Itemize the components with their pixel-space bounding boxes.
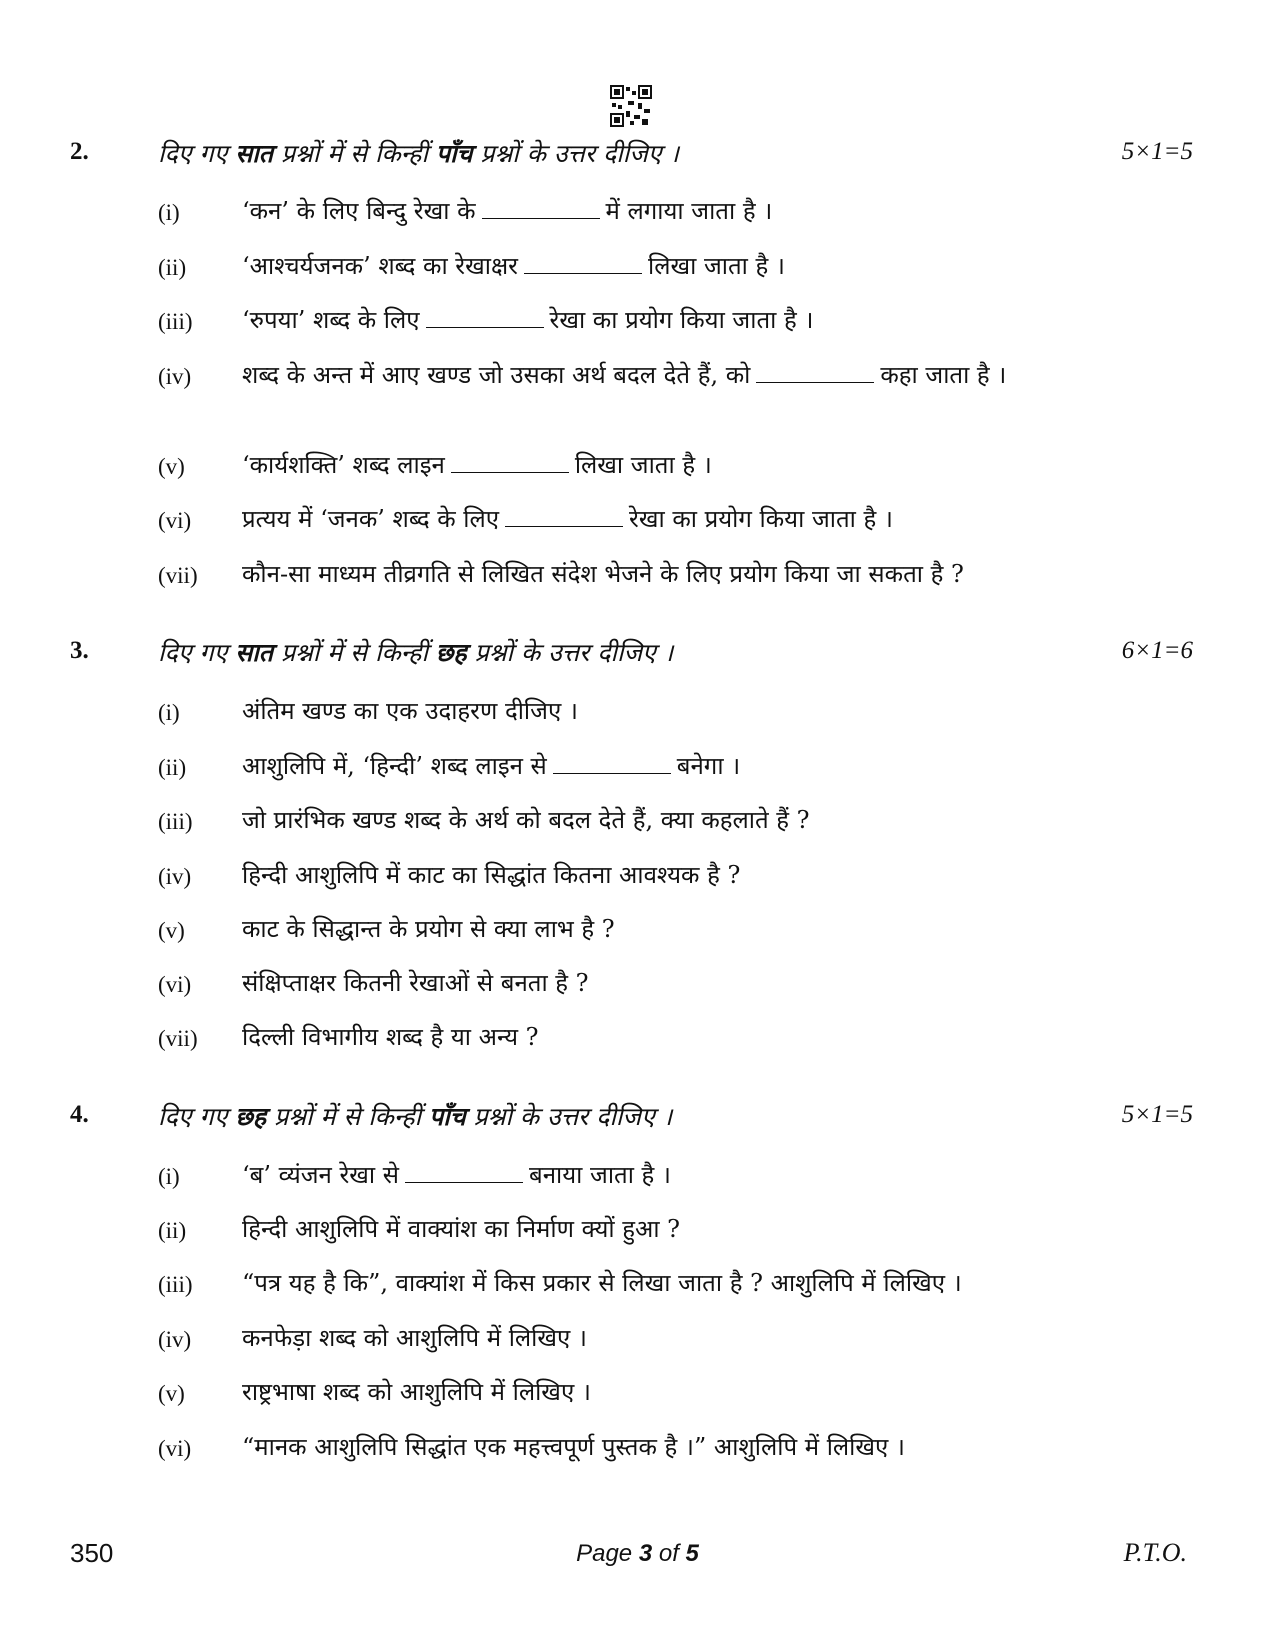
item-text: संक्षिप्ताक्षर कितनी रेखाओं से बनता है ? — [242, 969, 589, 997]
qr-code-icon — [610, 85, 652, 127]
item-label: (v) — [158, 918, 185, 943]
question-number: 2. — [70, 138, 89, 165]
item-text: ‘रुपया’ शब्द के लिए रेखा का प्रयोग किया जाता है । — [242, 306, 814, 334]
item-label: (vi) — [158, 972, 192, 997]
answer-blank — [505, 525, 623, 527]
question-marks: 5×1=5 — [1121, 1101, 1193, 1128]
item-label: (i) — [158, 200, 180, 225]
answer-blank — [405, 1181, 523, 1183]
answer-blank — [553, 772, 671, 774]
item-text: आशुलिपि में, ‘हिन्दी’ शब्द लाइन से बनेगा । — [242, 752, 741, 780]
item-label: (iv) — [158, 864, 192, 889]
item-label: (vi) — [158, 508, 192, 533]
question-instruction: दिए गए सात प्रश्नों में से किन्हीं छह प्रश्नों के उत्तर दीजिए । — [158, 638, 674, 667]
pto-label: P.T.O. — [1123, 1538, 1187, 1567]
question-instruction: दिए गए छह प्रश्नों में से किन्हीं पाँच प्रश्नों के उत्तर दीजिए । — [158, 1102, 673, 1131]
item-text: राष्ट्रभाषा शब्द को आशुलिपि में लिखिए । — [242, 1378, 591, 1406]
item-text: जो प्रारंभिक खण्ड शब्द के अर्थ को बदल देते हैं, क्या कहलाते हैं ? — [242, 806, 810, 834]
item-label: (ii) — [158, 755, 187, 780]
answer-blank — [451, 471, 569, 473]
item-label: (v) — [158, 454, 185, 479]
question-number: 4. — [70, 1101, 89, 1128]
item-label: (iii) — [158, 1272, 193, 1297]
item-label: (iii) — [158, 809, 193, 834]
question-marks: 5×1=5 — [1121, 138, 1193, 165]
question-marks: 6×1=6 — [1121, 637, 1193, 664]
item-text: प्रत्यय में ‘जनक’ शब्द के लिए रेखा का प्रयोग किया जाता है । — [242, 505, 893, 533]
item-label: (iii) — [158, 309, 193, 334]
item-text: ‘कन’ के लिए बिन्दु रेखा के में लगाया जाता है । — [242, 197, 773, 225]
item-text: अंतिम खण्ड का एक उदाहरण दीजिए । — [242, 697, 578, 725]
item-text: शब्द के अन्त में आए खण्ड जो उसका अर्थ बदल देते हैं, को कहा जाता है । — [242, 361, 1007, 389]
answer-blank — [482, 217, 600, 219]
answer-blank — [524, 272, 642, 274]
page-number: Page 3 of 5 — [576, 1540, 699, 1567]
item-text: हिन्दी आशुलिपि में वाक्यांश का निर्माण क्यों हुआ ? — [242, 1215, 680, 1243]
item-text: कौन-सा माध्यम तीव्रगति से लिखित संदेश भेजने के लिए प्रयोग किया जा सकता है ? — [242, 560, 964, 588]
item-label: (i) — [158, 700, 180, 725]
item-text: ‘कार्यशक्ति’ शब्द लाइन लिखा जाता है । — [242, 451, 712, 479]
item-label: (vii) — [158, 1026, 198, 1051]
paper-code: 350 — [70, 1538, 114, 1568]
question-number: 3. — [70, 637, 89, 664]
item-label: (vii) — [158, 563, 198, 588]
item-text: “मानक आशुलिपि सिद्धांत एक महत्त्वपूर्ण पुस्तक है ।” आशुलिपि में लिखिए । — [242, 1433, 906, 1461]
item-text: ‘आश्चर्यजनक’ शब्द का रेखाक्षर लिखा जाता है । — [242, 252, 785, 280]
item-text: ‘ब’ व्यंजन रेखा से बनाया जाता है । — [242, 1161, 672, 1189]
item-label: (iv) — [158, 364, 192, 389]
question-instruction: दिए गए सात प्रश्नों में से किन्हीं पाँच प्रश्नों के उत्तर दीजिए । — [158, 139, 680, 168]
item-label: (v) — [158, 1381, 185, 1406]
item-label: (ii) — [158, 255, 187, 280]
item-label: (vi) — [158, 1436, 192, 1461]
item-label: (i) — [158, 1164, 180, 1189]
item-text: दिल्ली विभागीय शब्द है या अन्य ? — [242, 1023, 539, 1051]
item-text: “पत्र यह है कि”, वाक्यांश में किस प्रकार से लिखा जाता है ? आशुलिपि में लिखिए । — [242, 1269, 962, 1297]
answer-blank — [756, 381, 874, 383]
item-text: हिन्दी आशुलिपि में काट का सिद्धांत कितना आवश्यक है ? — [242, 861, 741, 889]
answer-blank — [426, 326, 544, 328]
item-label: (iv) — [158, 1327, 192, 1352]
item-text: कनफेड़ा शब्द को आशुलिपि में लिखिए । — [242, 1324, 588, 1352]
item-text: काट के सिद्धान्त के प्रयोग से क्या लाभ है ? — [242, 915, 615, 943]
item-label: (ii) — [158, 1218, 187, 1243]
